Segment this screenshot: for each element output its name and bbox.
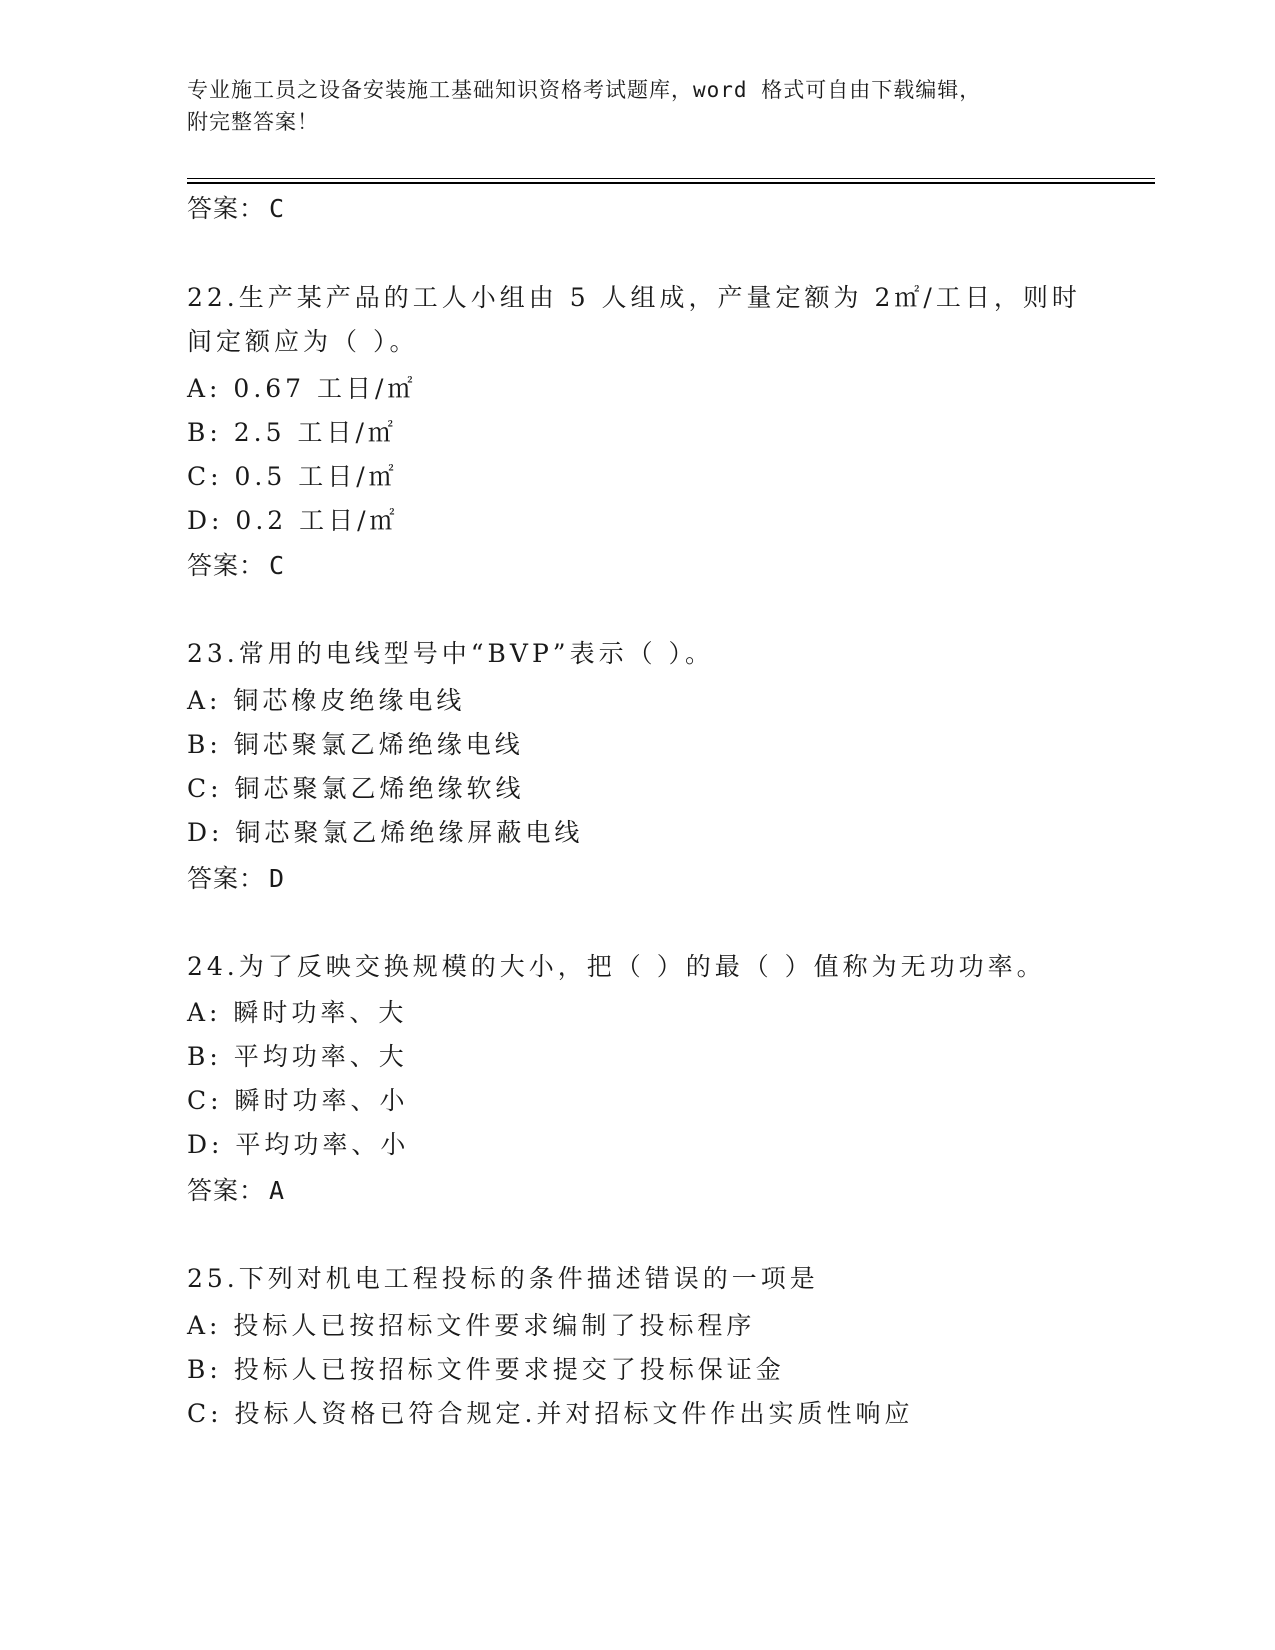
question-23-option-b: B: 铜芯聚氯乙烯绝缘电线 bbox=[187, 730, 524, 759]
answer-label: 答案： bbox=[187, 864, 266, 893]
question-25-text: 25.下列对机电工程投标的条件描述错误的一项是 bbox=[187, 1264, 819, 1293]
answer-value: A bbox=[269, 1176, 286, 1205]
question-24-text: 24.为了反映交换规模的大小，把（ ）的最（ ）值称为无功功率。 bbox=[187, 952, 1046, 981]
question-25-option-a: A: 投标人已按招标文件要求编制了投标程序 bbox=[187, 1311, 756, 1340]
question-25-option-c: C: 投标人资格已符合规定.并对招标文件作出实质性响应 bbox=[187, 1399, 914, 1428]
header-line-1: 专业施工员之设备安装施工基础知识资格考试题库，word 格式可自由下载编辑， bbox=[187, 78, 982, 102]
header-divider-thin bbox=[187, 178, 1155, 179]
answer-value: D bbox=[269, 864, 286, 893]
question-23-text: 23.常用的电线型号中“BVP”表示（ ）。 bbox=[187, 639, 715, 668]
question-24-option-b: B: 平均功率、大 bbox=[187, 1042, 408, 1071]
question-22-option-a: A: 0.67 工日/㎡ bbox=[187, 374, 417, 403]
document-header bbox=[187, 74, 1087, 138]
question-22-text: 22.生产某产品的工人小组由 5 人组成，产量定额为 2㎡/工日，则时间定额应为（ ）。 bbox=[187, 283, 1081, 356]
question-22-option-d: D: 0.2 工日/㎡ bbox=[187, 506, 399, 535]
answer-value: C bbox=[269, 194, 286, 223]
question-24-option-c: C: 瞬时功率、小 bbox=[187, 1086, 409, 1115]
answer-label: 答案： bbox=[187, 194, 266, 223]
question-22-option-b: B: 2.5 工日/㎡ bbox=[187, 418, 397, 447]
question-24-option-d: D: 平均功率、小 bbox=[187, 1130, 410, 1159]
answer-value: C bbox=[269, 551, 286, 580]
question-23-option-d: D: 铜芯聚氯乙烯绝缘屏蔽电线 bbox=[187, 818, 584, 847]
question-23-answer bbox=[187, 863, 285, 895]
question-23-option-a: A: 铜芯橡皮绝缘电线 bbox=[187, 686, 466, 715]
answer-label: 答案： bbox=[187, 1176, 266, 1205]
question-24-answer bbox=[187, 1175, 285, 1207]
question-24-option-a: A: 瞬时功率、大 bbox=[187, 998, 408, 1027]
header-line-2: 附完整答案！ bbox=[187, 110, 319, 134]
question-22-option-c: C: 0.5 工日/㎡ bbox=[187, 462, 398, 491]
answer-line-prev bbox=[187, 193, 285, 225]
question-23-option-c: C: 铜芯聚氯乙烯绝缘软线 bbox=[187, 774, 525, 803]
question-22-answer bbox=[187, 550, 285, 582]
answer-label: 答案： bbox=[187, 551, 266, 580]
question-25-option-b: B: 投标人已按招标文件要求提交了投标保证金 bbox=[187, 1355, 785, 1384]
header-divider-thick bbox=[187, 182, 1155, 184]
